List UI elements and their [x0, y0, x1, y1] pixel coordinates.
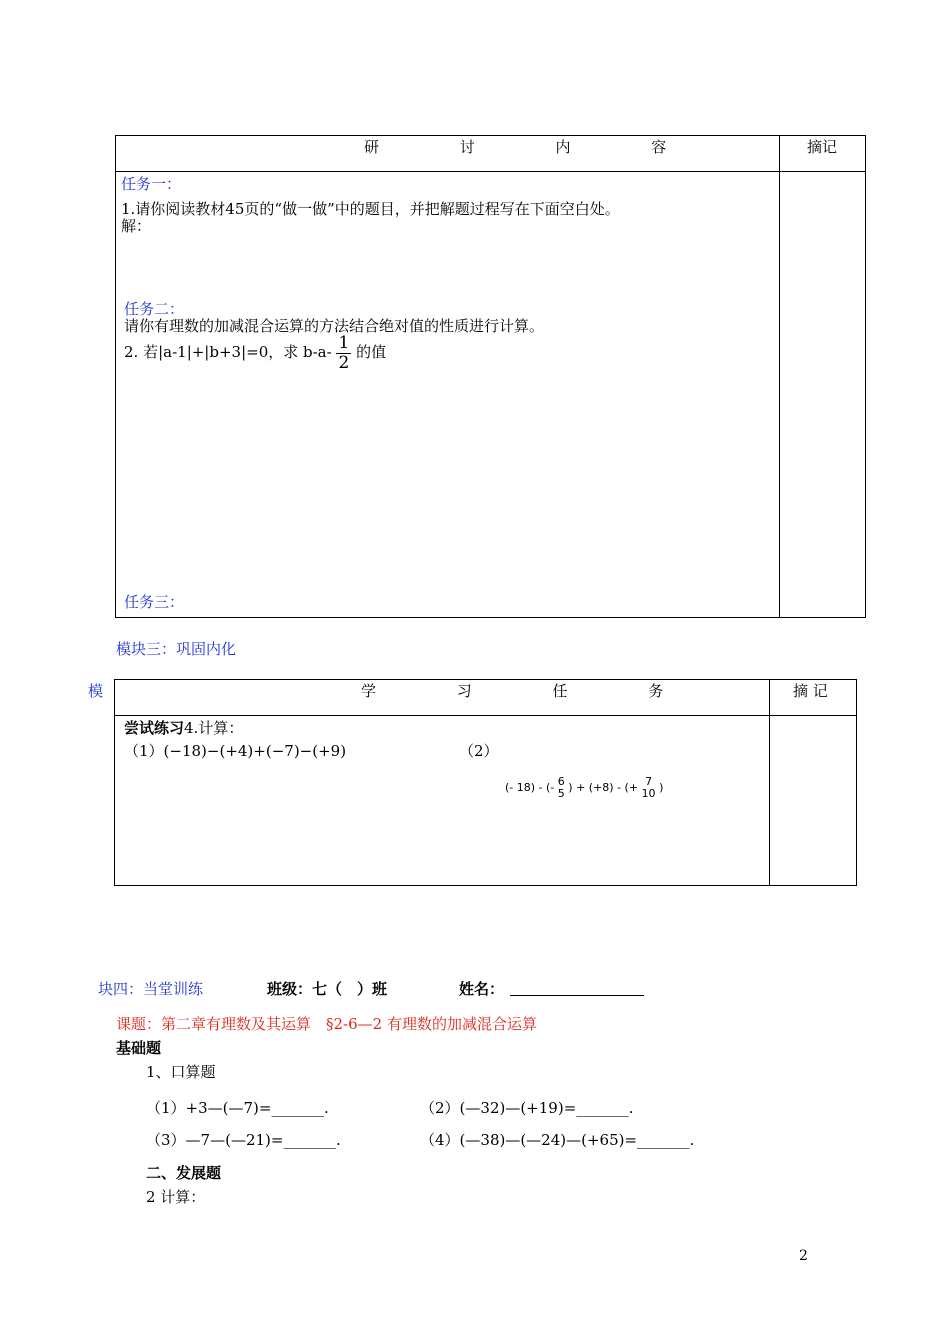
basic-q2: （2）(—32)—(+19)=_______.	[420, 1099, 634, 1117]
basic-q3: （3）—7—(—21)=_______.	[146, 1131, 341, 1149]
module3-side-char: 模	[88, 682, 104, 700]
class-label: 班级：七（ ）班	[267, 980, 388, 998]
task2-label: 任务二：	[124, 300, 185, 318]
study-table-column-divider	[779, 135, 780, 618]
task2-question-pre: 2. 若|a-1|+|b+3|=0，求 b-a-	[124, 343, 332, 362]
task2-question	[124, 334, 386, 372]
develop-heading: 二、发展题	[146, 1164, 222, 1182]
practice-rest-label: 4.计算：	[184, 719, 244, 737]
fraction-one-half: $\frac{1}{2}$	[338, 333, 350, 373]
practice-item-2-expression: (- 18) - (- 6 5 ) + (+8) - (+ 7 10 )	[505, 775, 664, 801]
study-table-header-content: 研 讨 内 容	[364, 138, 705, 156]
lesson-title: 课题：第二章有理数及其运算 §2-6—2 有理数的加减混合运算	[116, 1015, 537, 1033]
basic-q1: （1）+3—(—7)=_______.	[146, 1099, 329, 1117]
task1-question: 1.请你阅读教材45页的“做一做”中的题目，并把解题过程写在下面空白处。	[121, 200, 620, 218]
practice-item-2-label: （2）	[459, 742, 499, 760]
task2-instruction: 请你有理数的加减混合运算的方法结合绝对值的性质进行计算。	[124, 317, 545, 335]
name-field[interactable]	[510, 979, 644, 996]
develop-sub: 2 计算：	[146, 1188, 206, 1206]
practice-table-header-content: 学 习 任 务	[361, 682, 702, 700]
practice-heading	[124, 717, 243, 738]
basic-q4: （4）(—38)—(—24)—(+65)=_______.	[420, 1131, 695, 1149]
module4-title: 块四：当堂训练	[98, 980, 204, 998]
practice-table	[114, 679, 857, 886]
study-table-header-divider	[115, 171, 866, 172]
practice-table-column-divider	[769, 679, 770, 886]
task2-question-post: 的值	[356, 343, 387, 362]
task1-answer-label: 解：	[121, 217, 152, 235]
module3-title: 模块三：巩固内化	[116, 640, 237, 658]
task1-label: 任务一：	[121, 175, 182, 193]
task3-label: 任务三：	[124, 593, 185, 611]
study-table-header-notes: 摘记	[807, 138, 838, 156]
fraction-seven-tenths: 7 10	[641, 775, 656, 801]
practice-bold-label: 尝试练习	[124, 719, 185, 737]
name-label: 姓名：	[459, 980, 505, 998]
practice-table-header-divider	[114, 715, 857, 716]
practice-item-1: （1）(−18)−(+4)+(−7)−(+9)	[124, 742, 347, 760]
practice-table-header-notes: 摘 记	[793, 682, 828, 700]
basic-sub: 1、口算题	[146, 1063, 216, 1081]
page-number: 2	[799, 1248, 808, 1264]
basic-heading: 基础题	[116, 1039, 162, 1057]
fraction-six-fifths: 6 5	[557, 775, 565, 801]
